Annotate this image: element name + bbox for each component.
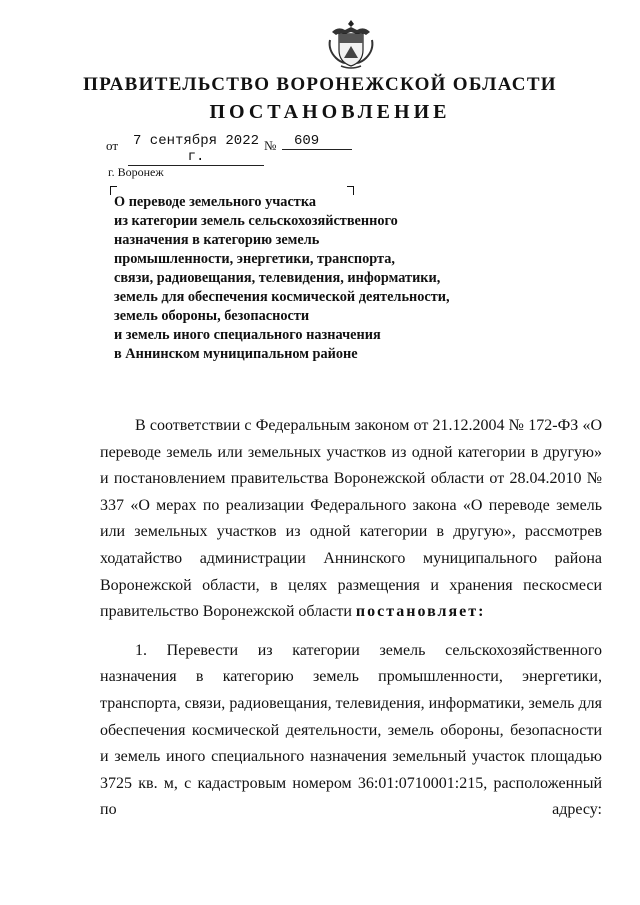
title-line: земель обороны, безопасности <box>114 308 310 324</box>
paragraph-preamble <box>100 413 602 626</box>
coat-of-arms-emblem <box>326 18 376 70</box>
document-body <box>100 413 602 824</box>
number-label: № <box>264 138 277 153</box>
title-line: земель для обеспечения космической деятельности, <box>114 289 450 305</box>
resolution-keyword: постановляет: <box>355 603 486 621</box>
title-line: назначения в категорию земель <box>114 232 320 248</box>
document-date: 7 сентября 2022 г. <box>128 133 264 166</box>
document-title <box>114 193 450 364</box>
title-line: из категории земель сельскохозяйственного <box>114 213 398 229</box>
government-name: ПРАВИТЕЛЬСТВО ВОРОНЕЖСКОЙ ОБЛАСТИ <box>83 74 557 95</box>
city-name: г. Воронеж <box>108 165 164 179</box>
document-number: 609 <box>282 133 352 150</box>
title-line: О переводе земельного участка <box>114 194 316 210</box>
title-line: связи, радиовещания, телевидения, информатики, <box>114 270 441 286</box>
paragraph-item-1: 1. Перевести из категории земель сельскохозяйственного назначения в категорию земель промышленности, энергетики, транспорта, связи, радиовещания, телевидения, информатики, земель для обеспечения космической деятельности, земель обороны, безопасности и земель иного специального назначения земельный участок площадью 3725 кв. м, с кадастровым номером 36:01:0710001:215, расположенный по адресу: <box>100 641 602 819</box>
date-label: от <box>106 138 119 153</box>
preamble-text: В соответствии с Федеральным законом от 21.12.2004 № 172-ФЗ «О переводе земель или земельных участков из одной категории в другую» и постановлением правительства Воронежской области от 28.04.2010 № 337 «О мерах по реализации Федерального закона «О переводе земель или земельных участков из одной категории в другую», рассмотрев ходатайство администрации Аннинского муниципального района Воронежской области, в целях размещения и хранения пескосмеси правительство Воронежской области <box>100 417 602 621</box>
title-line: в Аннинском муниципальном районе <box>114 346 358 362</box>
title-line: и земель иного специального назначения <box>114 327 381 343</box>
document-type-title: ПОСТАНОВЛЕНИЕ <box>209 101 451 123</box>
title-line: промышленности, энергетики, транспорта, <box>114 251 395 267</box>
